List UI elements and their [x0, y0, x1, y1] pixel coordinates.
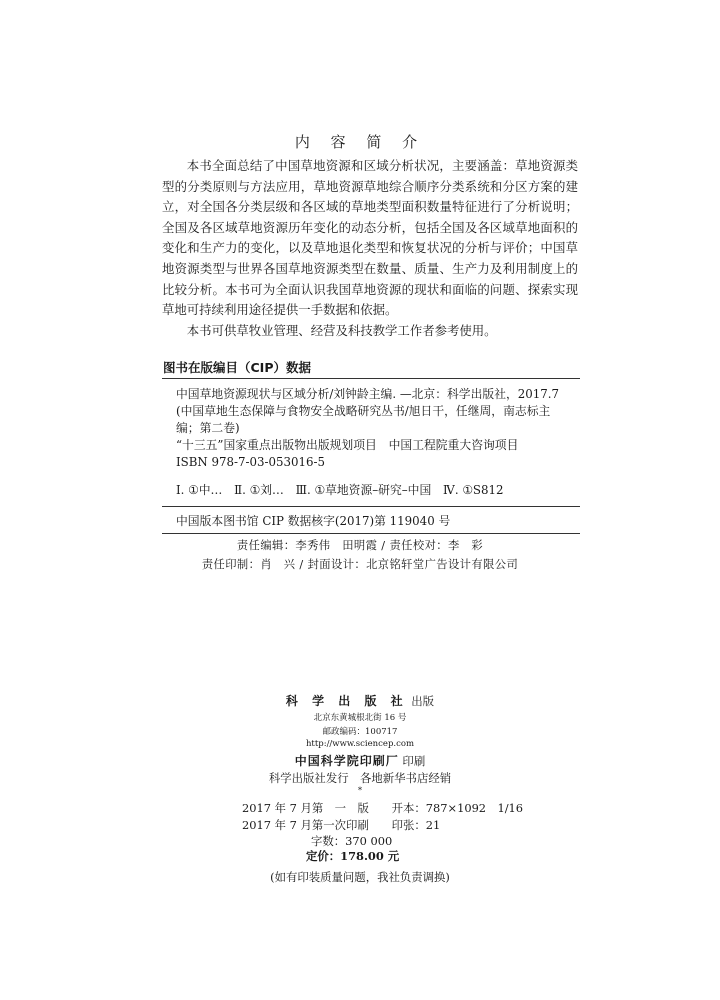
cip-record-block: [176, 386, 576, 471]
printer-line: [0, 752, 720, 769]
separator-star: *: [357, 786, 363, 796]
summary-title: 内 容 简 介: [294, 133, 426, 151]
cip-line-4: “十三五”国家重点出版物出版规划项目 中国工程院重大咨询项目: [176, 438, 519, 452]
cip-line-2: (中国草地生态保障与食物安全战略研究丛书/旭日干，任继周，南志标主: [176, 404, 551, 418]
printer-suffix: 印刷: [402, 754, 426, 768]
summary-text: [162, 156, 578, 341]
cip-record-number: 中国版本图书馆 CIP 数据核字(2017)第 119040 号: [176, 514, 451, 528]
printer-name: 中国科学院印刷厂: [294, 754, 399, 768]
edition-line: 2017 年 7 月第 一 版 开本：787×1092 1/16: [242, 801, 524, 815]
word-count: 字数：370 000: [311, 834, 393, 848]
cip-line-3: 编；第二卷): [176, 421, 240, 435]
cip-classification: Ⅰ. ①中… Ⅱ. ①刘… Ⅲ. ①草地资源–研究–中国 Ⅳ. ①S812: [176, 483, 504, 497]
cip-middle-rule: [162, 506, 580, 507]
summary-paragraph-1: 本书全面总结了中国草地资源和区域分析状况，主要涵盖：草地资源类型的分类原则与方法应用，草地资源草地综合顺序分类系统和分区方案的建立，对全国各分类层级和各区域的草地类型面积数量特征进行了分析说明；全国及各区域草地资源历年变化的动态分析，包括全国及各区域草地面积的变化和生产力的变化，以及草地退化类型和恢复状况的分析与评价；中国草地资源类型与世界各国草地资源类型在数量、质量、生产力及利用制度上的比较分析。本书可为全面认识我国草地资源的现状和面临的问题、探索实现草地可持续利用途径提供一手数据和依据。: [162, 158, 578, 318]
publisher-postcode: 邮政编码：100717: [322, 727, 398, 737]
distribution-line: 科学出版社发行 各地新华书店经销: [268, 771, 452, 785]
quality-notice: (如有印装质量问题，我社负责调换): [270, 870, 450, 884]
printing-line: 2017 年 7 月第一次印刷 印张：21: [242, 818, 441, 832]
publisher-line: [0, 692, 720, 709]
cip-heading: 图书在版编目（CIP）数据: [163, 360, 311, 375]
staff-line-2: 责任印制：肖 兴 / 封面设计：北京铭轩堂广告设计有限公司: [201, 558, 519, 571]
publisher-address: 北京东黄城根北街 16 号: [313, 713, 407, 723]
cip-line-5: ISBN 978-7-03-053016-5: [176, 455, 325, 469]
cip-top-rule: [162, 378, 580, 379]
publisher-website: http://www.sciencep.com: [305, 739, 415, 749]
cip-line-1: 中国草地资源现状与区域分析/刘钟龄主编. —北京：科学出版社，2017.7: [176, 387, 560, 401]
publisher-name-suffix: 出版: [411, 694, 435, 708]
price: 定价：178.00 元: [306, 849, 400, 863]
publisher-name: 科 学 出 版 社: [285, 694, 408, 708]
cip-bottom-rule: [162, 533, 580, 534]
staff-line-1: 责任编辑：李秀伟 田明霞 / 责任校对：李 彩: [236, 539, 484, 552]
summary-paragraph-2: 本书可供草牧业管理、经营及科技教学工作者参考使用。: [186, 322, 497, 338]
